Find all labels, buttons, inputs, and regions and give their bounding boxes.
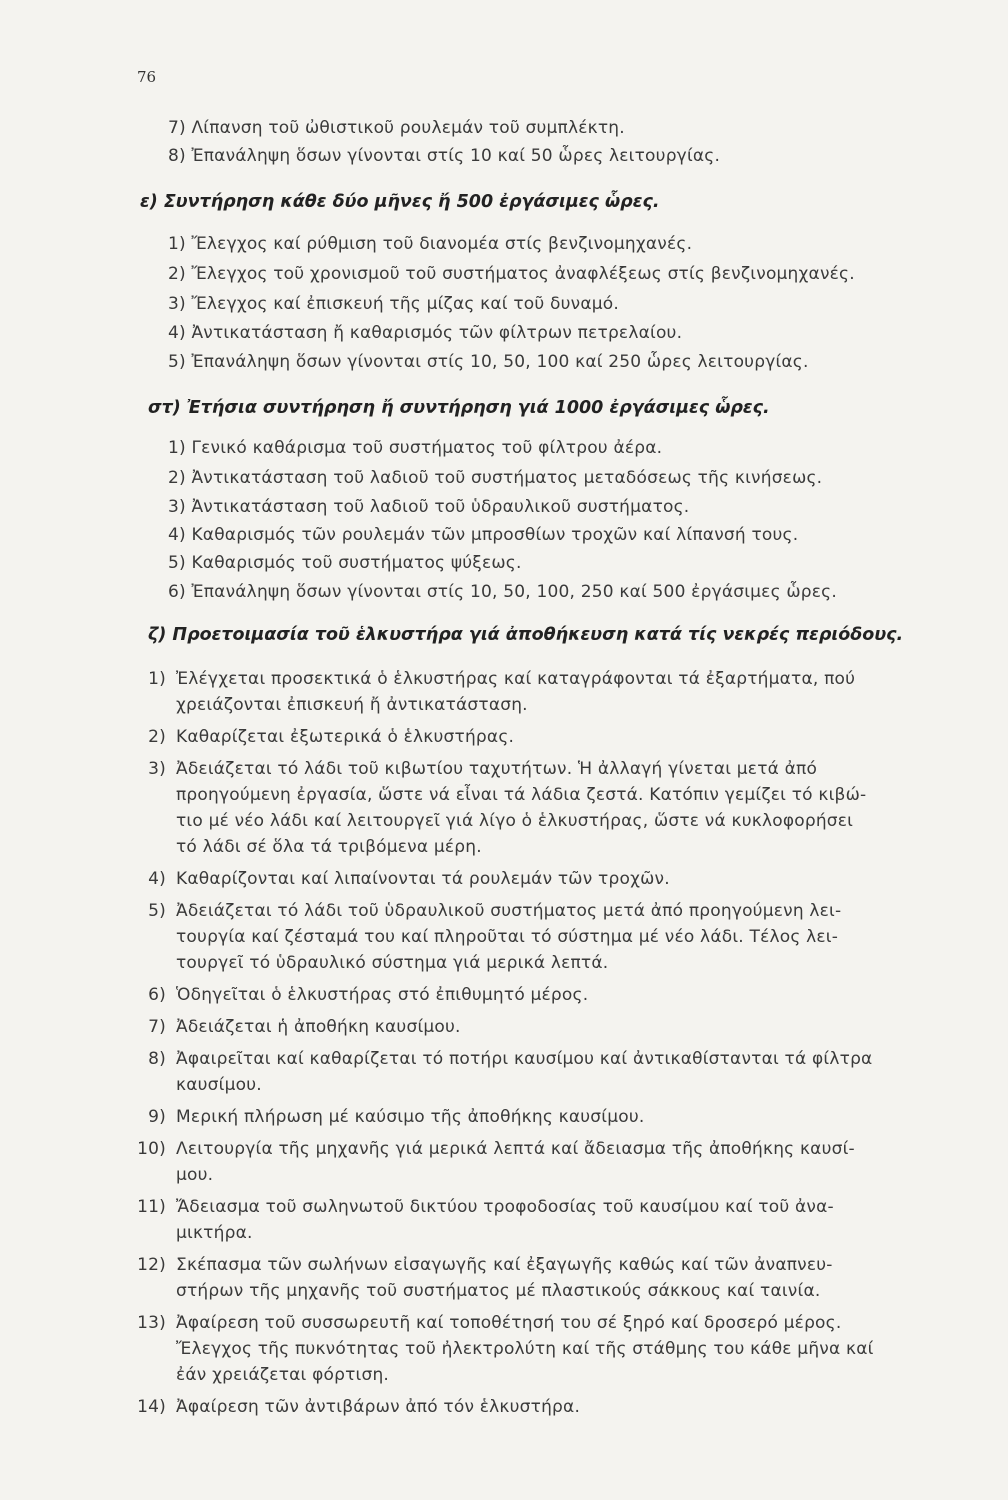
list-item: 8) Ἐπανάληψη ὅσων γίνονται στίς 10 καί 50 ὧρες λειτουργίας. xyxy=(168,146,721,166)
list-item-line: Ἐλέγχεται προσεκτικά ὁ ἑλκυστήρας καί καταγράφονται τά ἐξαρτήματα, πού xyxy=(176,669,856,689)
list-item xyxy=(130,756,970,860)
list-item-line: Καθαρίζεται ἐξωτερικά ὁ ἑλκυστήρας. xyxy=(176,727,515,747)
section-heading: ζ) Προετοιμασία τοῦ ἑλκυστήρα γιά ἀποθήκευση κατά τίς νεκρές περιόδους. xyxy=(148,625,904,645)
list-item-line: χρειάζονται ἐπισκευή ἤ ἀντικατάσταση. xyxy=(176,695,528,715)
list-item-number: 7) xyxy=(148,1017,166,1037)
list-item: 5) Ἐπανάληψη ὅσων γίνονται στίς 10, 50, 100 καί 250 ὧρες λειτουργίας. xyxy=(168,352,809,372)
list-item-line: στήρων τῆς μηχανῆς τοῦ συστήματος μέ πλαστικούς σάκκους καί ταινία. xyxy=(176,1281,821,1301)
list-item-text xyxy=(176,724,970,750)
list-item-text xyxy=(176,1394,970,1420)
list-item-line: Ἀφαιρεῖται καί καθαρίζεται τό ποτήρι καυσίμου καί ἀντικαθίστανται τά φίλτρα xyxy=(176,1049,873,1069)
list-item xyxy=(130,666,970,718)
list-item: 1) Γενικό καθάρισμα τοῦ συστήματος τοῦ φίλτρου ἀέρα. xyxy=(168,438,663,458)
list-item xyxy=(130,1394,970,1420)
list-item: 1) Ἔλεγχος καί ρύθμιση τοῦ διανομέα στίς βενζινομηχανές. xyxy=(168,234,693,254)
list-item-number: 2) xyxy=(148,727,166,747)
list-item-line: Λειτουργία τῆς μηχανῆς γιά μερικά λεπτά καί ἄδειασμα τῆς ἀποθήκης καυσί- xyxy=(176,1139,855,1159)
list-item-number: 1) xyxy=(148,669,166,689)
list-item xyxy=(130,1310,970,1388)
list-item-line: τό λάδι σέ ὅλα τά τριβόμενα μέρη. xyxy=(176,837,482,857)
section-z-list xyxy=(130,666,970,1426)
list-item-text xyxy=(176,1310,970,1388)
list-item-text xyxy=(176,866,970,892)
section-heading: στ) Ἐτήσια συντήρηση ἤ συντήρηση γιά 1000 ἐργάσιμες ὧρες. xyxy=(148,398,770,418)
list-item-number: 11) xyxy=(137,1197,166,1217)
page-number: 76 xyxy=(137,68,157,86)
list-item-line: τουργία καί ζέσταμά του καί πληροῦται τό σύστημα μέ νέο λάδι. Τέλος λει- xyxy=(176,927,839,947)
list-item-line: Ὁδηγεῖται ὁ ἑλκυστήρας στό ἐπιθυμητό μέρος. xyxy=(176,985,589,1005)
list-item-text xyxy=(176,982,970,1008)
list-item xyxy=(130,724,970,750)
list-item xyxy=(130,1104,970,1130)
list-item-line: Ἔλεγχος τῆς πυκνότητας τοῦ ἠλεκτρολύτη καί τῆς στάθμης του κάθε μῆνα καί xyxy=(176,1339,874,1359)
list-item: 4) Ἀντικατάσταση ἤ καθαρισμός τῶν φίλτρων πετρελαίου. xyxy=(168,323,683,343)
list-item-number: 8) xyxy=(148,1049,166,1069)
list-item xyxy=(130,982,970,1008)
list-item: 5) Καθαρισμός τοῦ συστήματος ψύξεως. xyxy=(168,553,522,573)
list-item-line: τιο μέ νέο λάδι καί λειτουργεῖ γιά λίγο ὁ ἑλκυστήρας, ὥστε νά κυκλοφορήσει xyxy=(176,811,854,831)
list-item xyxy=(130,1136,970,1188)
list-item-text xyxy=(176,1194,970,1246)
list-item-text xyxy=(176,1252,970,1304)
list-item-line: μου. xyxy=(176,1165,214,1185)
list-item-number: 12) xyxy=(137,1255,166,1275)
list-item: 2) Ἔλεγχος τοῦ χρονισμοῦ τοῦ συστήματος ἀναφλέξεως στίς βενζινομηχανές. xyxy=(168,264,855,284)
list-item-text xyxy=(176,666,970,718)
list-item-line: Μερική πλήρωση μέ καύσιμο τῆς ἀποθήκης καυσίμου. xyxy=(176,1107,645,1127)
list-item-number: 9) xyxy=(148,1107,166,1127)
list-item-line: τουργεῖ τό ὑδραυλικό σύστημα γιά μερικά λεπτά. xyxy=(176,953,609,973)
list-item xyxy=(130,898,970,976)
list-item xyxy=(130,1252,970,1304)
list-item-text xyxy=(176,1046,970,1098)
list-item-number: 10) xyxy=(137,1139,166,1159)
list-item-line: Ἀδειάζεται ἡ ἀποθήκη καυσίμου. xyxy=(176,1017,461,1037)
list-item-line: Ἄδειασμα τοῦ σωληνωτοῦ δικτύου τροφοδοσίας τοῦ καυσίμου καί τοῦ ἀνα- xyxy=(176,1197,834,1217)
list-item: 6) Ἐπανάληψη ὅσων γίνονται στίς 10, 50, 100, 250 καί 500 ἐργάσιμες ὧρες. xyxy=(168,582,837,602)
list-item-text xyxy=(176,1136,970,1188)
list-item xyxy=(130,1194,970,1246)
list-item-text xyxy=(176,898,970,976)
list-item-number: 4) xyxy=(148,869,166,889)
list-item-number: 3) xyxy=(148,759,166,779)
list-item-number: 14) xyxy=(137,1397,166,1417)
list-item-number: 13) xyxy=(137,1313,166,1333)
list-item: 3) Ἀντικατάσταση τοῦ λαδιοῦ τοῦ ὑδραυλικοῦ συστήματος. xyxy=(168,497,690,517)
list-item-line: Σκέπασμα τῶν σωλήνων εἰσαγωγῆς καί ἐξαγωγῆς καθώς καί τῶν ἀναπνευ- xyxy=(176,1255,833,1275)
list-item: 7) Λίπανση τοῦ ὠθιστικοῦ ρουλεμάν τοῦ συμπλέκτη. xyxy=(168,118,625,138)
section-heading: ε) Συντήρηση κάθε δύο μῆνες ἤ 500 ἐργάσιμες ὧρες. xyxy=(140,192,660,212)
list-item-line: καυσίμου. xyxy=(176,1075,262,1095)
list-item-line: μικτήρα. xyxy=(176,1223,253,1243)
list-item-line: Ἀδειάζεται τό λάδι τοῦ κιβωτίου ταχυτήτων. Ἡ ἀλλαγή γίνεται μετά ἀπό xyxy=(176,759,818,779)
list-item xyxy=(130,1046,970,1098)
list-item-line: ἐάν χρειάζεται φόρτιση. xyxy=(176,1365,390,1385)
list-item xyxy=(130,1014,970,1040)
list-item-text xyxy=(176,756,970,860)
list-item-number: 5) xyxy=(148,901,166,921)
list-item-line: Ἀφαίρεση τῶν ἀντιβάρων ἀπό τόν ἑλκυστήρα. xyxy=(176,1397,581,1417)
list-item: 4) Καθαρισμός τῶν ρουλεμάν τῶν μπροσθίων τροχῶν καί λίπανσή τους. xyxy=(168,525,799,545)
list-item-line: Καθαρίζονται καί λιπαίνονται τά ρουλεμάν τῶν τροχῶν. xyxy=(176,869,670,889)
list-item: 2) Ἀντικατάσταση τοῦ λαδιοῦ τοῦ συστήματος μεταδόσεως τῆς κινήσεως. xyxy=(168,468,823,488)
list-item: 3) Ἔλεγχος καί ἐπισκευή τῆς μίζας καί τοῦ δυναμό. xyxy=(168,294,620,314)
list-item-number: 6) xyxy=(148,985,166,1005)
list-item xyxy=(130,866,970,892)
list-item-line: Ἀδειάζεται τό λάδι τοῦ ὑδραυλικοῦ συστήματος μετά ἀπό προηγούμενη λει- xyxy=(176,901,842,921)
list-item-text xyxy=(176,1014,970,1040)
list-item-text xyxy=(176,1104,970,1130)
list-item-line: προηγούμενη ἐργασία, ὥστε νά εἶναι τά λάδια ζεστά. Κατόπιν γεμίζει τό κιβώ- xyxy=(176,785,867,805)
list-item-line: Ἀφαίρεση τοῦ συσσωρευτῆ καί τοποθέτησή του σέ ξηρό καί δροσερό μέρος. xyxy=(176,1313,842,1333)
